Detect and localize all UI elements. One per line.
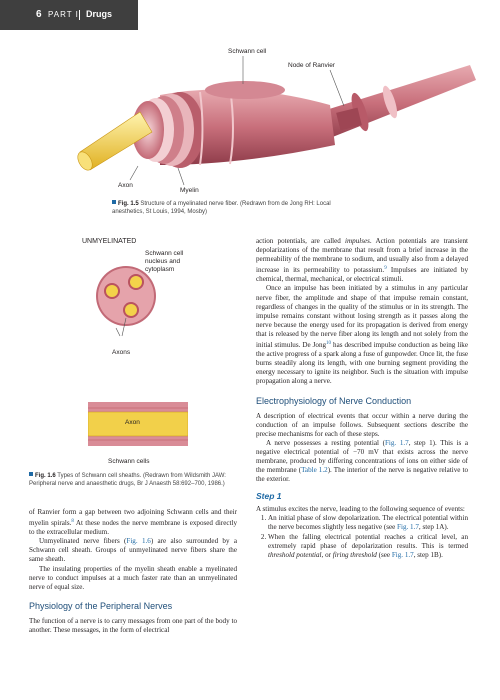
caption-text: Types of Schwann cell sheaths. (Redrawn from Wildsmith JAW: Peripheral nerve and anaesthetic drugs, Br J Anaesth 58:692–700, 1986.) <box>29 473 226 487</box>
subheading-step-1: Step 1 <box>256 491 282 502</box>
right-paragraph-3: A description of electrical events that occur within a nerve during the conduction of an impulse follows. Subsequent sections describe the precise mechanisms for each of these steps. <box>256 411 468 438</box>
chapter-title: Drugs <box>86 9 113 19</box>
running-header <box>0 0 138 30</box>
right-paragraph-5: A stimulus excites the nerve, leading to the following sequence of events: <box>256 505 465 514</box>
figure-1-6-caption <box>29 472 237 488</box>
label-schwann-cell: Schwann cell <box>228 48 267 55</box>
section-heading-electrophysiology: Electrophysiology of Nerve Conduction <box>256 395 412 406</box>
fig-1-7-link[interactable]: Fig. 1.7 <box>384 438 409 447</box>
right-paragraph-2: Once an impulse has been initiated by a stimulus in any particular nerve fiber, the amplitude and shape of that impulse remain constant, regardless of changes in the quality of the stimulus or in its strength. The impulse remains constant without losing strength as it passes along the nerve because the energy used for its propagation is derived from energy that is released by the nerve fiber along its length and not solely from the initial stimulus. De Jong$^{10}$ has described impulse conduction as being like the active progress of a spark along a fuse of gunpowder. Once lit, the fuse burns steadily along its length, with one burning segment providing the energy necessary to ignite its neighbor. Such is the situation with impulse propagation along a nerve. <box>256 284 468 386</box>
fig-1-7-link[interactable]: Fig. 1.7 <box>397 523 419 532</box>
caption-number: Fig. 1.6 <box>35 473 56 479</box>
right-column <box>256 237 468 560</box>
caption-bullet <box>112 200 116 204</box>
left-column <box>29 508 237 635</box>
label-axon-longitudinal: Axon <box>125 419 140 426</box>
table-1-2-link[interactable]: Table 1.2 <box>301 466 328 475</box>
fig-1-6-link[interactable]: Fig. 1.6 <box>126 537 151 546</box>
step-list-item: 1. An initial phase of slow depolarization. The electrical potential within the nerve becomes slightly less negative (see Fig. 1.7, step 1A). <box>268 514 468 532</box>
left-paragraph-1: of Ranvier form a gap between two adjoining Schwann cells and their myelin spirals.$^8$ At these nodes the nerve membrane is exposed directly to the extracellular medium. <box>29 508 237 537</box>
left-paragraph-4: The function of a nerve is to carry messages from one part of the body to another. These messages, in the form of electrical <box>29 616 237 634</box>
right-paragraph-4: A nerve possesses a resting potential (Fig. 1.7, step 1). This is a negative electrical potential of −70 mV that exists across the nerve membrane, produced by differing concentrations of ions on either side of the membrane (Table 1.2). The interior of the nerve is negative relative to the exterior. <box>256 438 469 484</box>
step-list-item: 2. When the falling electrical potential reaches a critical level, an extremely rapid phase of depolarization results. This is termed threshold potential, or firing threshold (see Fig. 1.7, step 1B). <box>268 533 468 560</box>
myelinated-nerve-illustration <box>60 40 480 200</box>
figure-1-5-caption <box>112 200 342 216</box>
label-nucleus-cytoplasm: Schwann cell nucleus and cytoplasm <box>145 250 184 273</box>
left-paragraph-2: Unmyelinated nerve fibers (Fig. 1.6) are also surrounded by a Schwann cell sheath. Groups of unmyelinated nerve fibers share the same sheath. <box>29 537 237 564</box>
section-heading-physiology: Physiology of the Peripheral Nerves <box>29 600 173 611</box>
step-list <box>256 514 468 559</box>
label-myelin: Myelin <box>180 187 199 194</box>
label-axon: Axon <box>118 182 133 189</box>
label-axons: Axons <box>112 349 131 356</box>
part-label: PART I <box>48 10 79 19</box>
left-paragraph-3: The insulating properties of the myelin sheath enable a myelinated nerve to conduct impulses at a much faster rate than an unmyelinated nerve of equal size. <box>29 564 237 591</box>
unmyelinated-title: UNMYELINATED <box>82 238 137 245</box>
header-divider <box>79 10 80 20</box>
caption-text: Structure of a myelinated nerve fiber. (Redrawn from de Jong RH: Local anesthetics, St Louis, 1994, Mosby) <box>112 201 331 215</box>
caption-number: Fig. 1.5 <box>118 201 139 207</box>
fig-1-7-link[interactable]: Fig. 1.7 <box>391 550 414 559</box>
right-paragraph-1: action potentials, are called impulses. Action potentials are transient depolarizations of the membrane that result from a brief increase in the permeability of the membrane to sodium, and usually also from a delayed increase in its permeability to potassium.$^9$ Impulses are initiated by chemical, thermal, mechanical, or electrical stimuli. <box>256 237 469 284</box>
label-node-of-ranvier: Node of Ranvier <box>288 62 335 69</box>
caption-bullet <box>29 472 33 476</box>
label-schwann-cells: Schwann cells <box>108 458 150 465</box>
page-number: 6 <box>36 9 42 20</box>
